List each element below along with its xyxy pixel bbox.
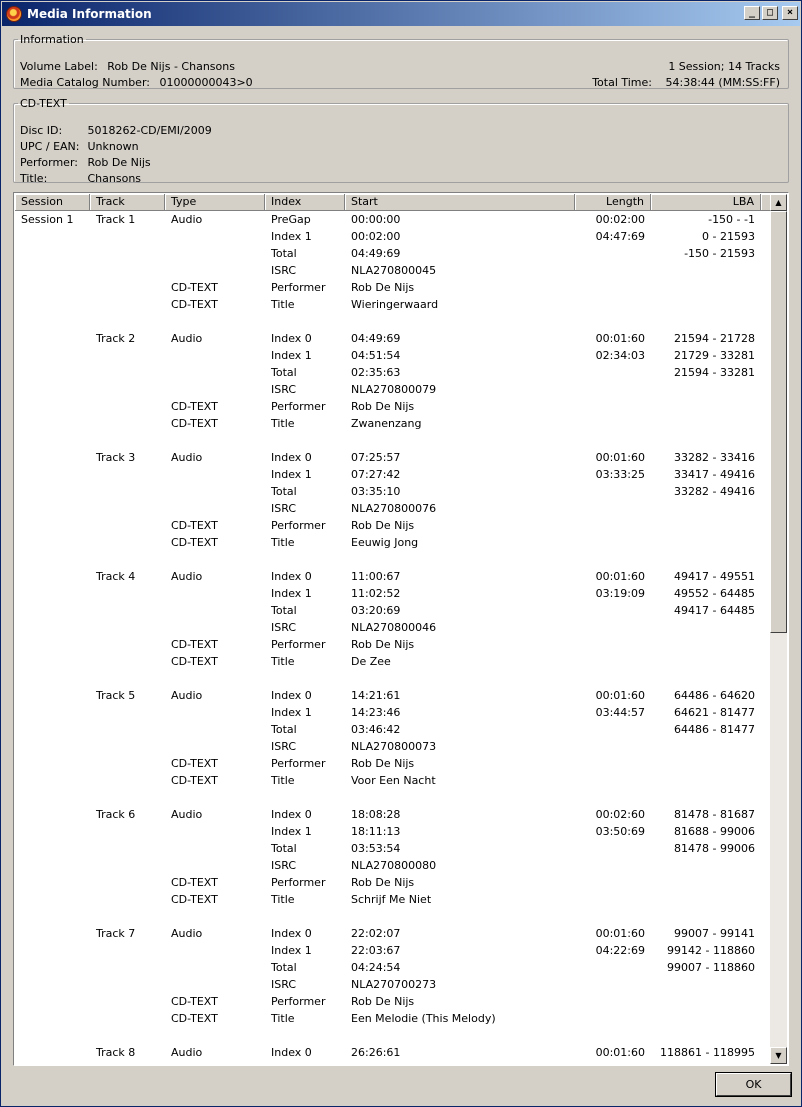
cell-lba: 0 - 21593 bbox=[702, 230, 755, 243]
cell-type: Audio bbox=[171, 451, 203, 464]
cell-index: Index 0 bbox=[271, 332, 312, 345]
cell-start: Rob De Nijs bbox=[351, 876, 415, 889]
performer-row bbox=[20, 156, 151, 170]
cell-start: 04:24:54 bbox=[351, 961, 401, 974]
cell-type: CD-TEXT bbox=[171, 893, 218, 906]
cell-type: CD-TEXT bbox=[171, 655, 218, 668]
table-row[interactable] bbox=[15, 823, 770, 840]
cell-lba: 81478 - 99006 bbox=[674, 842, 755, 855]
window-title: Media Information bbox=[27, 7, 152, 21]
table-row[interactable] bbox=[15, 585, 770, 602]
cell-index: Index 1 bbox=[271, 349, 312, 362]
table-row[interactable] bbox=[15, 398, 770, 415]
volume-label-row bbox=[20, 60, 235, 74]
cell-start: 02:35:63 bbox=[351, 366, 401, 379]
cell-lba: 99142 - 118860 bbox=[667, 944, 755, 957]
cell-type: CD-TEXT bbox=[171, 774, 218, 787]
cell-index: Performer bbox=[271, 757, 326, 770]
cell-start: Schrijf Me Niet bbox=[351, 893, 432, 906]
scroll-up-arrow-icon[interactable]: ▲ bbox=[770, 194, 787, 211]
title-value: Chansons bbox=[87, 172, 142, 185]
table-row[interactable] bbox=[15, 245, 770, 262]
table-row[interactable] bbox=[15, 228, 770, 245]
cell-lba: 99007 - 118860 bbox=[667, 961, 755, 974]
cell-index: Index 0 bbox=[271, 451, 312, 464]
cell-start: 04:49:69 bbox=[351, 247, 401, 260]
cell-track: Track 6 bbox=[96, 808, 136, 821]
cell-index: Index 1 bbox=[271, 944, 312, 957]
table-row[interactable] bbox=[15, 568, 770, 585]
cell-start: Zwanenzang bbox=[351, 417, 422, 430]
cell-index: ISRC bbox=[271, 978, 297, 991]
cell-index: Index 1 bbox=[271, 825, 312, 838]
column-header-session[interactable]: Session bbox=[15, 194, 90, 211]
cell-type: CD-TEXT bbox=[171, 876, 218, 889]
cell-lba: 64621 - 81477 bbox=[674, 706, 755, 719]
upc-caption: UPC / EAN: bbox=[20, 140, 80, 153]
table-row[interactable] bbox=[15, 636, 770, 653]
track-list-viewport bbox=[15, 194, 770, 1064]
cell-start: Rob De Nijs bbox=[351, 519, 415, 532]
column-header-type[interactable]: Type bbox=[165, 194, 265, 211]
cell-track: Track 1 bbox=[96, 213, 136, 226]
cell-index: PreGap bbox=[271, 213, 311, 226]
track-list[interactable] bbox=[13, 192, 789, 1066]
cell-length: 00:01:60 bbox=[595, 689, 645, 702]
cell-start: NLA270800046 bbox=[351, 621, 437, 634]
cell-start: 04:49:69 bbox=[351, 332, 401, 345]
cell-start: 03:20:69 bbox=[351, 604, 401, 617]
cell-index: Total bbox=[271, 485, 297, 498]
cell-index: Total bbox=[271, 842, 297, 855]
table-row[interactable] bbox=[15, 313, 770, 330]
media-catalog-caption: Media Catalog Number: bbox=[20, 76, 150, 89]
cell-lba: 118861 - 118995 bbox=[660, 1046, 755, 1059]
cell-index: Performer bbox=[271, 519, 326, 532]
upc-value: Unknown bbox=[87, 140, 139, 153]
cell-start: 14:21:61 bbox=[351, 689, 401, 702]
cell-type: CD-TEXT bbox=[171, 417, 218, 430]
cell-length: 03:33:25 bbox=[595, 468, 645, 481]
cell-length: 02:34:03 bbox=[595, 349, 645, 362]
cell-index: Index 1 bbox=[271, 706, 312, 719]
column-header-start[interactable]: Start bbox=[345, 194, 575, 211]
cell-start: 14:23:46 bbox=[351, 706, 401, 719]
cell-index: ISRC bbox=[271, 859, 297, 872]
table-row[interactable] bbox=[15, 449, 770, 466]
total-time-value: 54:38:44 (MM:SS:FF) bbox=[665, 76, 780, 89]
table-row[interactable] bbox=[15, 755, 770, 772]
table-row[interactable] bbox=[15, 432, 770, 449]
cell-length: 00:01:60 bbox=[595, 570, 645, 583]
cell-lba: 21729 - 33281 bbox=[674, 349, 755, 362]
close-button[interactable]: × bbox=[782, 6, 798, 20]
title-row bbox=[20, 172, 141, 186]
cell-start: 26:26:61 bbox=[351, 1046, 401, 1059]
cell-type: CD-TEXT bbox=[171, 1012, 218, 1025]
sessions-tracks: 1 Session; 14 Tracks bbox=[668, 60, 780, 73]
cell-lba: 33417 - 49416 bbox=[674, 468, 755, 481]
cell-index: Index 0 bbox=[271, 1046, 312, 1059]
table-row[interactable] bbox=[15, 466, 770, 483]
table-row[interactable] bbox=[15, 1027, 770, 1044]
cell-index: Index 1 bbox=[271, 468, 312, 481]
ok-button[interactable]: OK bbox=[716, 1073, 791, 1096]
cell-index: Performer bbox=[271, 638, 326, 651]
cell-index: Performer bbox=[271, 995, 326, 1008]
cell-lba: -150 - -1 bbox=[708, 213, 755, 226]
cell-length: 00:01:60 bbox=[595, 332, 645, 345]
disc-id-row bbox=[20, 124, 212, 138]
disc-id-caption: Disc ID: bbox=[20, 124, 63, 137]
cell-type: Audio bbox=[171, 689, 203, 702]
cell-length: 04:47:69 bbox=[595, 230, 645, 243]
app-disc-icon bbox=[6, 6, 22, 22]
cell-type: CD-TEXT bbox=[171, 638, 218, 651]
cell-index: Title bbox=[271, 893, 295, 906]
cell-start: NLA270800079 bbox=[351, 383, 437, 396]
cell-start: 00:00:00 bbox=[351, 213, 401, 226]
cell-index: Index 0 bbox=[271, 689, 312, 702]
cell-index: Title bbox=[271, 417, 295, 430]
cell-start: 03:35:10 bbox=[351, 485, 401, 498]
cell-type: CD-TEXT bbox=[171, 298, 218, 311]
cell-type: CD-TEXT bbox=[171, 519, 218, 532]
table-row[interactable] bbox=[15, 381, 770, 398]
table-row[interactable] bbox=[15, 721, 770, 738]
table-row[interactable] bbox=[15, 619, 770, 636]
cell-index: Title bbox=[271, 1012, 295, 1025]
cell-start: 03:46:42 bbox=[351, 723, 401, 736]
cell-lba: 64486 - 64620 bbox=[674, 689, 755, 702]
cell-start: 04:51:54 bbox=[351, 349, 401, 362]
cell-lba: 21594 - 33281 bbox=[674, 366, 755, 379]
cell-index: Title bbox=[271, 536, 295, 549]
cell-type: Audio bbox=[171, 332, 203, 345]
cell-type: CD-TEXT bbox=[171, 757, 218, 770]
cell-index: Title bbox=[271, 774, 295, 787]
cell-start: 22:02:07 bbox=[351, 927, 401, 940]
window-controls bbox=[744, 6, 798, 20]
cell-index: Index 1 bbox=[271, 587, 312, 600]
cell-lba: 33282 - 49416 bbox=[674, 485, 755, 498]
table-row[interactable] bbox=[15, 483, 770, 500]
table-row[interactable] bbox=[15, 330, 770, 347]
volume-label-value: Rob De Nijs - Chansons bbox=[107, 60, 235, 73]
cell-lba: 49417 - 49551 bbox=[674, 570, 755, 583]
cell-start: Eeuwig Jong bbox=[351, 536, 419, 549]
cell-index: Performer bbox=[271, 876, 326, 889]
table-row[interactable] bbox=[15, 874, 770, 891]
table-row[interactable] bbox=[15, 517, 770, 534]
cell-index: Total bbox=[271, 604, 297, 617]
cell-lba: 49417 - 64485 bbox=[674, 604, 755, 617]
cell-index: Performer bbox=[271, 400, 326, 413]
cell-index: Total bbox=[271, 961, 297, 974]
cell-length: 03:50:69 bbox=[595, 825, 645, 838]
cell-start: Rob De Nijs bbox=[351, 995, 415, 1008]
table-row[interactable] bbox=[15, 772, 770, 789]
table-row[interactable] bbox=[15, 942, 770, 959]
cell-track: Track 5 bbox=[96, 689, 136, 702]
table-row[interactable] bbox=[15, 534, 770, 551]
cell-lba: 49552 - 64485 bbox=[674, 587, 755, 600]
cell-length: 00:02:00 bbox=[595, 213, 645, 226]
minimize-button[interactable]: _ bbox=[744, 6, 760, 20]
cell-track: Track 2 bbox=[96, 332, 136, 345]
cell-start: NLA270800073 bbox=[351, 740, 437, 753]
cell-type: CD-TEXT bbox=[171, 995, 218, 1008]
title-caption: Title: bbox=[20, 172, 48, 185]
cell-length: 00:01:60 bbox=[595, 451, 645, 464]
cell-start: NLA270700273 bbox=[351, 978, 437, 991]
table-row[interactable] bbox=[15, 1044, 770, 1061]
cell-start: NLA270800080 bbox=[351, 859, 437, 872]
table-row[interactable] bbox=[15, 908, 770, 925]
table-row[interactable] bbox=[15, 211, 770, 228]
cell-index: ISRC bbox=[271, 383, 297, 396]
table-row[interactable] bbox=[15, 279, 770, 296]
table-row[interactable] bbox=[15, 500, 770, 517]
table-row[interactable] bbox=[15, 551, 770, 568]
cell-index: ISRC bbox=[271, 264, 297, 277]
volume-label-caption: Volume Label: bbox=[20, 60, 98, 73]
cd-text-legend: CD-TEXT bbox=[20, 97, 67, 110]
table-row[interactable] bbox=[15, 653, 770, 670]
cell-start: NLA270800045 bbox=[351, 264, 437, 277]
cell-start: 22:03:67 bbox=[351, 944, 401, 957]
total-time-caption: Total Time: bbox=[592, 76, 652, 89]
table-row[interactable] bbox=[15, 704, 770, 721]
cell-start: Een Melodie (This Melody) bbox=[351, 1012, 496, 1025]
cell-lba: 64486 - 81477 bbox=[674, 723, 755, 736]
cell-index: Title bbox=[271, 655, 295, 668]
cell-type: Audio bbox=[171, 570, 203, 583]
column-header-track[interactable]: Track bbox=[90, 194, 165, 211]
cell-start: Voor Een Nacht bbox=[351, 774, 436, 787]
cell-start: Rob De Nijs bbox=[351, 638, 415, 651]
cell-length: 04:22:69 bbox=[595, 944, 645, 957]
total-time-row bbox=[592, 76, 780, 90]
information-legend: Information bbox=[20, 33, 84, 46]
cell-length: 00:01:60 bbox=[595, 1046, 645, 1059]
table-row[interactable] bbox=[15, 602, 770, 619]
cell-length: 00:01:60 bbox=[595, 927, 645, 940]
cell-start: Rob De Nijs bbox=[351, 757, 415, 770]
performer-caption: Performer: bbox=[20, 156, 78, 169]
cell-start: NLA270800076 bbox=[351, 502, 437, 515]
cell-start: 18:11:13 bbox=[351, 825, 401, 838]
table-row[interactable] bbox=[15, 347, 770, 364]
performer-value: Rob De Nijs bbox=[87, 156, 151, 169]
cell-type: Audio bbox=[171, 927, 203, 940]
vertical-scrollbar[interactable] bbox=[770, 194, 787, 1064]
column-header-lba[interactable]: LBA bbox=[651, 194, 761, 211]
cell-index: Total bbox=[271, 366, 297, 379]
cell-lba: 81478 - 81687 bbox=[674, 808, 755, 821]
cell-type: Audio bbox=[171, 808, 203, 821]
cell-lba: 33282 - 33416 bbox=[674, 451, 755, 464]
scroll-down-arrow-icon[interactable]: ▼ bbox=[770, 1047, 787, 1064]
cell-start: 03:53:54 bbox=[351, 842, 401, 855]
table-row[interactable] bbox=[15, 976, 770, 993]
cell-track: Track 4 bbox=[96, 570, 136, 583]
media-catalog-row bbox=[20, 76, 253, 90]
table-row[interactable] bbox=[15, 296, 770, 313]
cell-start: Rob De Nijs bbox=[351, 400, 415, 413]
table-row[interactable] bbox=[15, 925, 770, 942]
table-row[interactable] bbox=[15, 840, 770, 857]
cell-index: Title bbox=[271, 298, 295, 311]
cell-type: Audio bbox=[171, 213, 203, 226]
cell-type: CD-TEXT bbox=[171, 281, 218, 294]
cell-index: Total bbox=[271, 247, 297, 260]
table-row[interactable] bbox=[15, 806, 770, 823]
cell-start: 18:08:28 bbox=[351, 808, 401, 821]
title-bar[interactable] bbox=[2, 2, 800, 26]
table-row[interactable] bbox=[15, 670, 770, 687]
column-header-length[interactable]: Length bbox=[575, 194, 651, 211]
cd-text-group bbox=[13, 97, 789, 183]
media-catalog-value: 01000000043>0 bbox=[159, 76, 253, 89]
cell-lba: -150 - 21593 bbox=[684, 247, 755, 260]
cell-length: 03:44:57 bbox=[595, 706, 645, 719]
cell-start: Rob De Nijs bbox=[351, 281, 415, 294]
table-row[interactable] bbox=[15, 415, 770, 432]
cell-start: De Zee bbox=[351, 655, 391, 668]
cell-index: Performer bbox=[271, 281, 326, 294]
cell-index: Index 0 bbox=[271, 927, 312, 940]
cell-start: 11:02:52 bbox=[351, 587, 401, 600]
cell-length: 03:19:09 bbox=[595, 587, 645, 600]
table-row[interactable] bbox=[15, 857, 770, 874]
table-row[interactable] bbox=[15, 789, 770, 806]
maximize-button[interactable]: □ bbox=[762, 6, 778, 20]
table-row[interactable] bbox=[15, 993, 770, 1010]
cell-session: Session 1 bbox=[21, 213, 74, 226]
column-header-filler bbox=[761, 194, 770, 211]
track-list-header bbox=[15, 194, 770, 211]
information-group bbox=[13, 33, 789, 89]
cell-index: ISRC bbox=[271, 740, 297, 753]
cell-track: Track 8 bbox=[96, 1046, 136, 1059]
cell-index: Total bbox=[271, 723, 297, 736]
cell-lba: 21594 - 21728 bbox=[674, 332, 755, 345]
cell-index: ISRC bbox=[271, 621, 297, 634]
cell-start: 11:00:67 bbox=[351, 570, 401, 583]
cell-start: 07:25:57 bbox=[351, 451, 401, 464]
cell-index: Index 1 bbox=[271, 230, 312, 243]
cell-type: Audio bbox=[171, 1046, 203, 1059]
cell-track: Track 3 bbox=[96, 451, 136, 464]
cell-start: 07:27:42 bbox=[351, 468, 401, 481]
cell-type: CD-TEXT bbox=[171, 536, 218, 549]
upc-row bbox=[20, 140, 139, 154]
table-row[interactable] bbox=[15, 891, 770, 908]
cell-lba: 81688 - 99006 bbox=[674, 825, 755, 838]
cell-lba: 99007 - 99141 bbox=[674, 927, 755, 940]
cell-index: Index 0 bbox=[271, 570, 312, 583]
cell-length: 00:02:60 bbox=[595, 808, 645, 821]
table-row[interactable] bbox=[15, 364, 770, 381]
table-row[interactable] bbox=[15, 262, 770, 279]
table-row[interactable] bbox=[15, 959, 770, 976]
cell-index: ISRC bbox=[271, 502, 297, 515]
cell-track: Track 7 bbox=[96, 927, 136, 940]
cell-start: 00:02:00 bbox=[351, 230, 401, 243]
cell-start: Wieringerwaard bbox=[351, 298, 439, 311]
cell-type: CD-TEXT bbox=[171, 400, 218, 413]
cell-index: Index 0 bbox=[271, 808, 312, 821]
disc-id-value: 5018262-CD/EMI/2009 bbox=[87, 124, 212, 137]
table-row[interactable] bbox=[15, 738, 770, 755]
table-row[interactable] bbox=[15, 1010, 770, 1027]
table-row[interactable] bbox=[15, 687, 770, 704]
column-header-index[interactable]: Index bbox=[265, 194, 345, 211]
scrollbar-thumb[interactable] bbox=[770, 211, 787, 633]
